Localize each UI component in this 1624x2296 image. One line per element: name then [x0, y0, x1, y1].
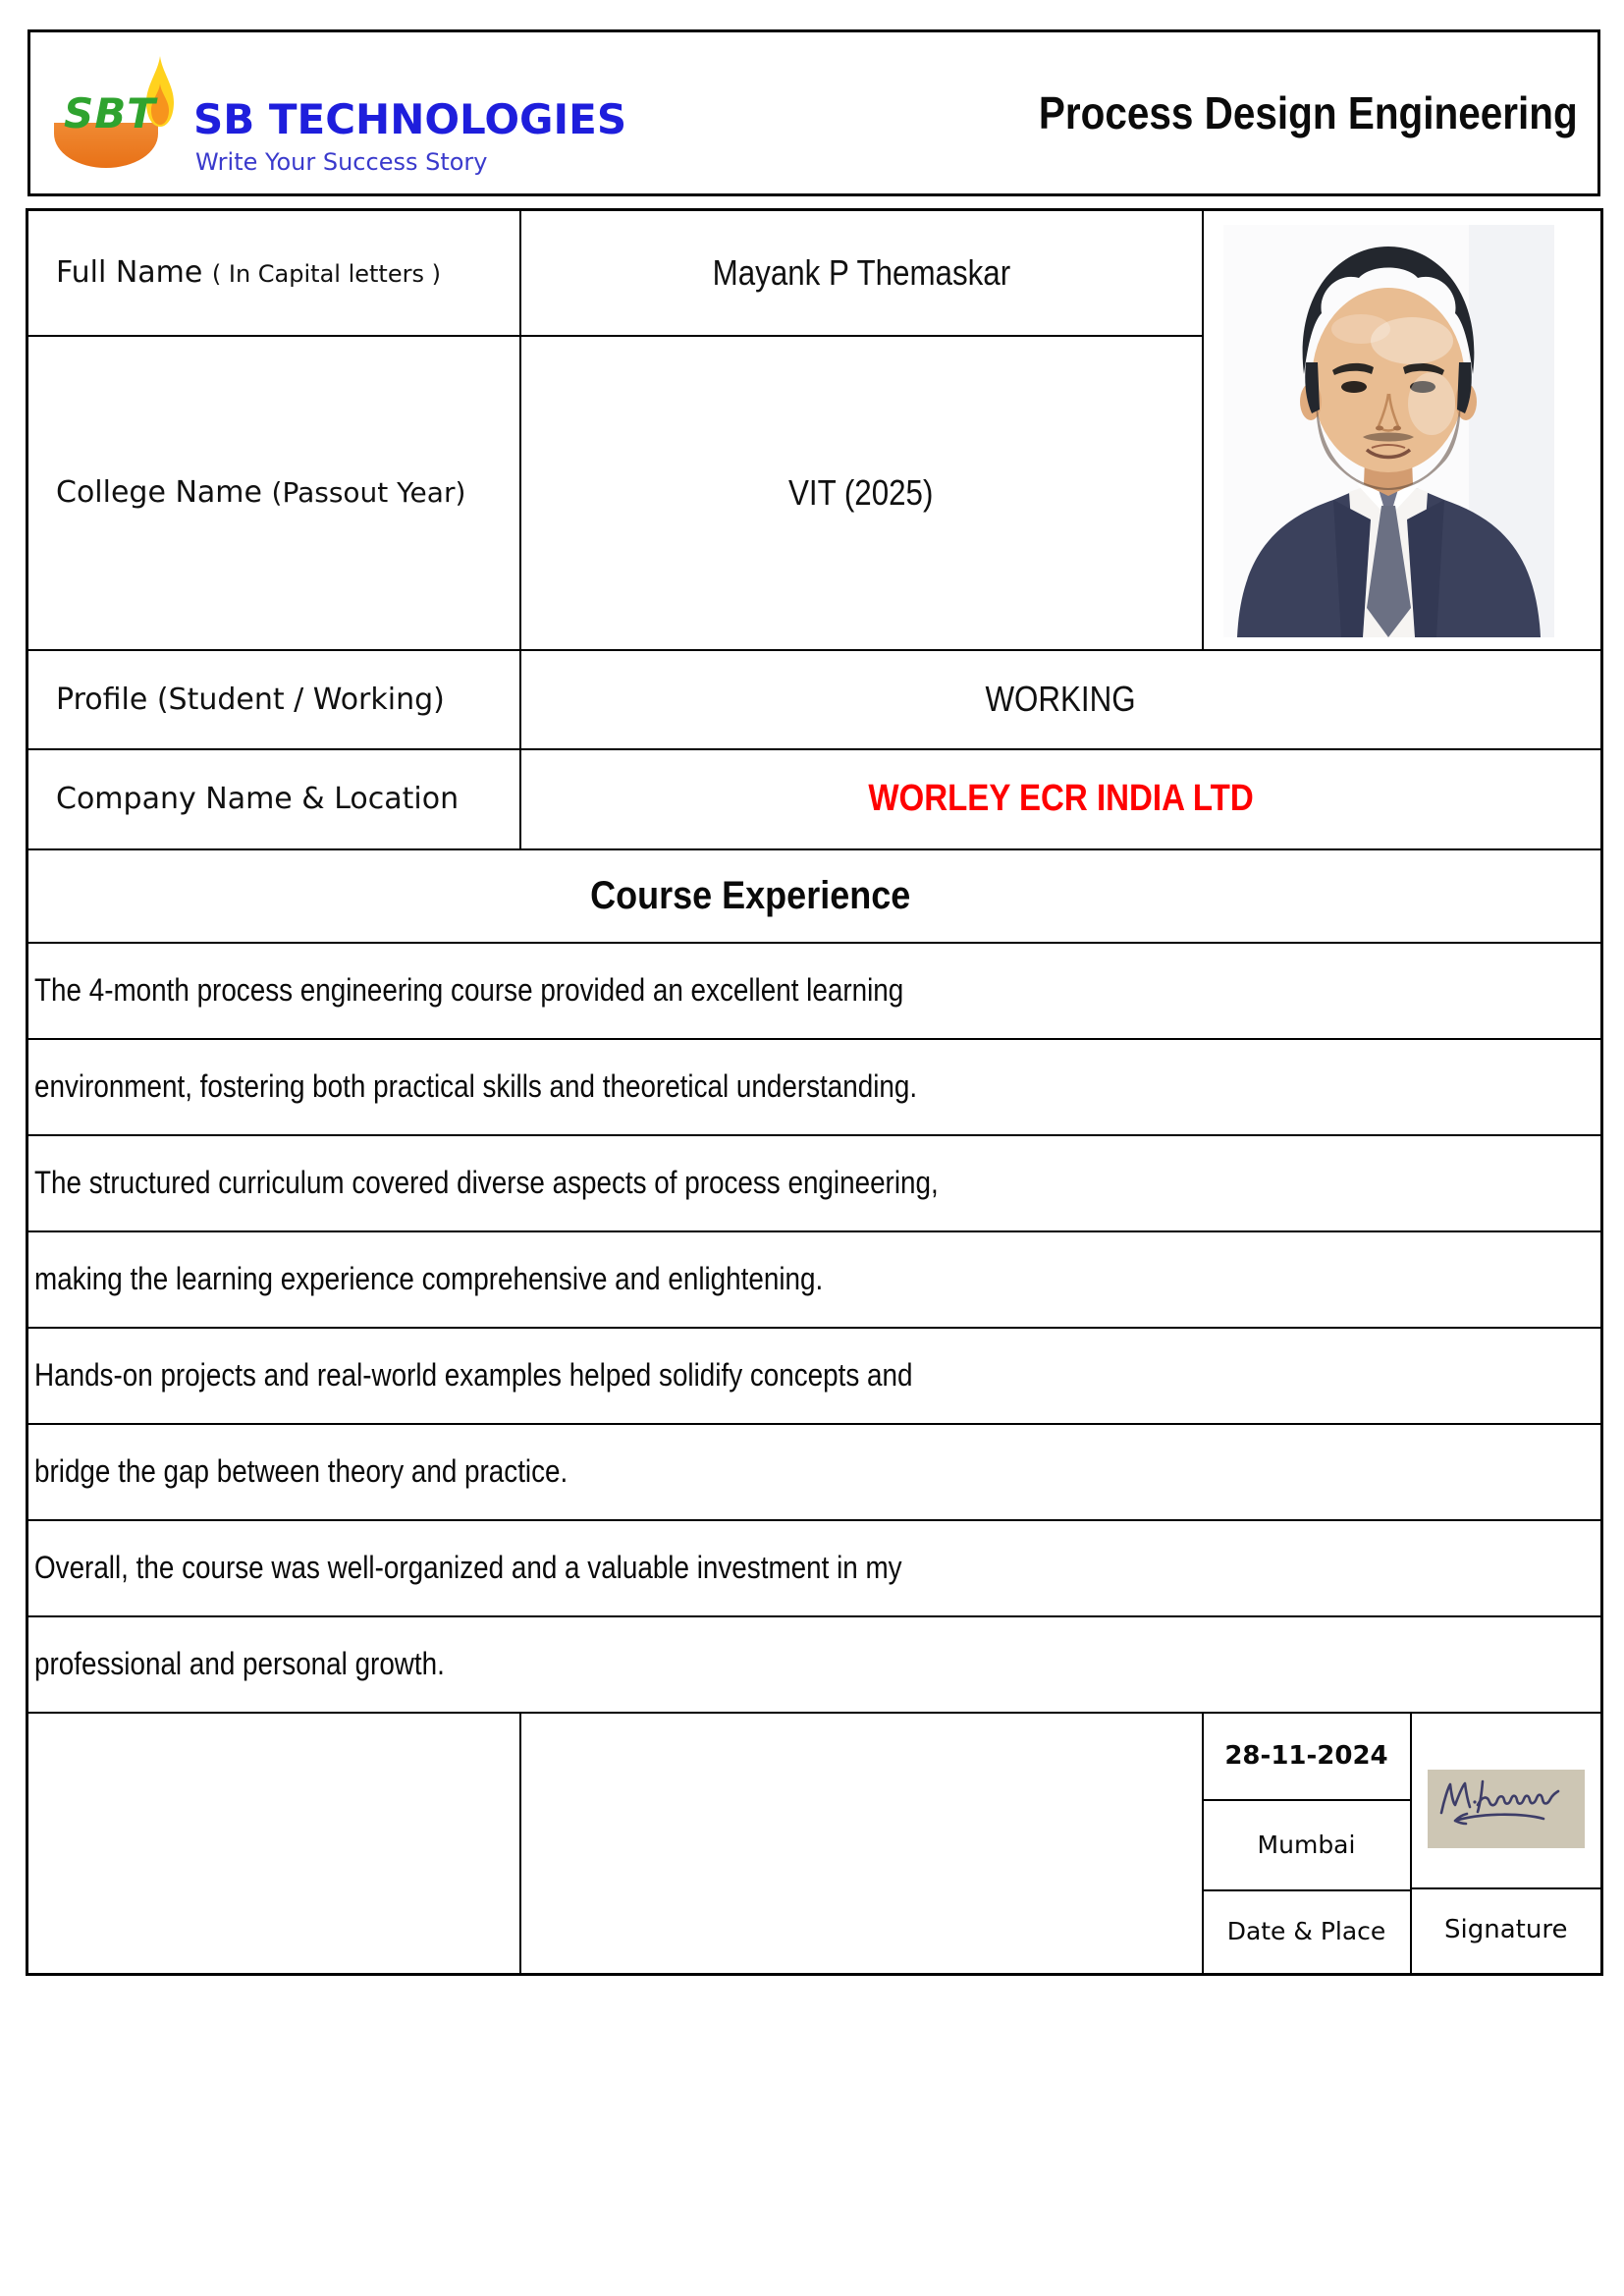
row-profile — [27, 650, 1602, 749]
place-value: Mumbai — [1204, 1801, 1410, 1891]
logo-company-name: SB TECHNOLOGIES — [193, 95, 627, 143]
full-name-label: Full Name — [56, 255, 203, 291]
college-note: (Passout Year) — [271, 476, 466, 509]
company-label-cell — [27, 749, 520, 849]
signature-image — [1412, 1714, 1601, 1889]
row-company — [27, 749, 1602, 849]
footer-empty-cell-2 — [520, 1713, 1203, 1975]
profile-value: WORKING — [985, 679, 1136, 719]
course-experience-title-cell — [27, 849, 1602, 943]
college-value: VIT (2025) — [788, 471, 934, 513]
company-value: WORLEY ECR INDIA LTD — [868, 778, 1254, 819]
experience-line-row — [27, 1039, 1602, 1135]
company-label: Company Name & Location — [56, 782, 460, 816]
experience-line-row — [27, 1231, 1602, 1328]
form-table — [26, 208, 1603, 1976]
applicant-photo — [1223, 225, 1554, 637]
experience-line-row — [27, 1328, 1602, 1424]
experience-line: Overall, the course was well-organized and a valuable investment in my — [34, 1550, 902, 1585]
row-full-name — [27, 210, 1602, 336]
full-name-note: ( In Capital letters ) — [211, 260, 441, 289]
college-value-cell — [520, 336, 1203, 650]
experience-line: making the learning experience comprehensive and enlightening. — [34, 1261, 824, 1296]
experience-line: Hands-on projects and real-world examples helped solidify concepts and — [34, 1357, 913, 1393]
full-name-value-cell — [520, 210, 1203, 336]
experience-line: The 4-month process engineering course provided an excellent learning — [34, 972, 904, 1008]
experience-line-row — [27, 1616, 1602, 1713]
experience-line: bridge the gap between theory and practice. — [34, 1453, 568, 1489]
signature-column — [1411, 1713, 1602, 1975]
header — [27, 29, 1600, 196]
profile-value-cell — [520, 650, 1602, 749]
course-title — [965, 32, 1578, 193]
college-label-cell — [27, 336, 520, 650]
row-footer — [27, 1713, 1602, 1975]
experience-line-row — [27, 943, 1602, 1039]
experience-line-row — [27, 1135, 1602, 1231]
profile-label: Profile (Student / Working) — [56, 682, 445, 717]
logo-monogram: SBT — [64, 89, 156, 137]
experience-line: The structured curriculum covered diverse aspects of process engineering, — [34, 1165, 939, 1200]
course-title-text: Process Design Engineering — [1039, 87, 1578, 138]
full-name-label-cell — [27, 210, 520, 336]
signature-label: Signature — [1444, 1914, 1568, 1944]
experience-line-row — [27, 1424, 1602, 1520]
profile-label-cell — [27, 650, 520, 749]
full-name-value: Mayank P Themaskar — [712, 251, 1010, 293]
experience-line-row — [27, 1520, 1602, 1616]
logo-tagline: Write Your Success Story — [195, 148, 488, 176]
experience-line: professional and personal growth. — [34, 1646, 445, 1681]
college-label: College Name — [56, 475, 262, 510]
date-place-label: Date & Place — [1226, 1917, 1386, 1945]
course-experience-title: Course Experience — [590, 873, 911, 917]
date-value: 28-11-2024 — [1204, 1714, 1410, 1801]
row-section-title — [27, 849, 1602, 943]
footer-empty-cell-1 — [27, 1713, 520, 1975]
experience-line: environment, fostering both practical skills and theoretical understanding. — [34, 1068, 918, 1104]
date-place-column — [1203, 1713, 1411, 1975]
photo-cell — [1203, 210, 1602, 650]
company-value-cell — [520, 749, 1602, 849]
